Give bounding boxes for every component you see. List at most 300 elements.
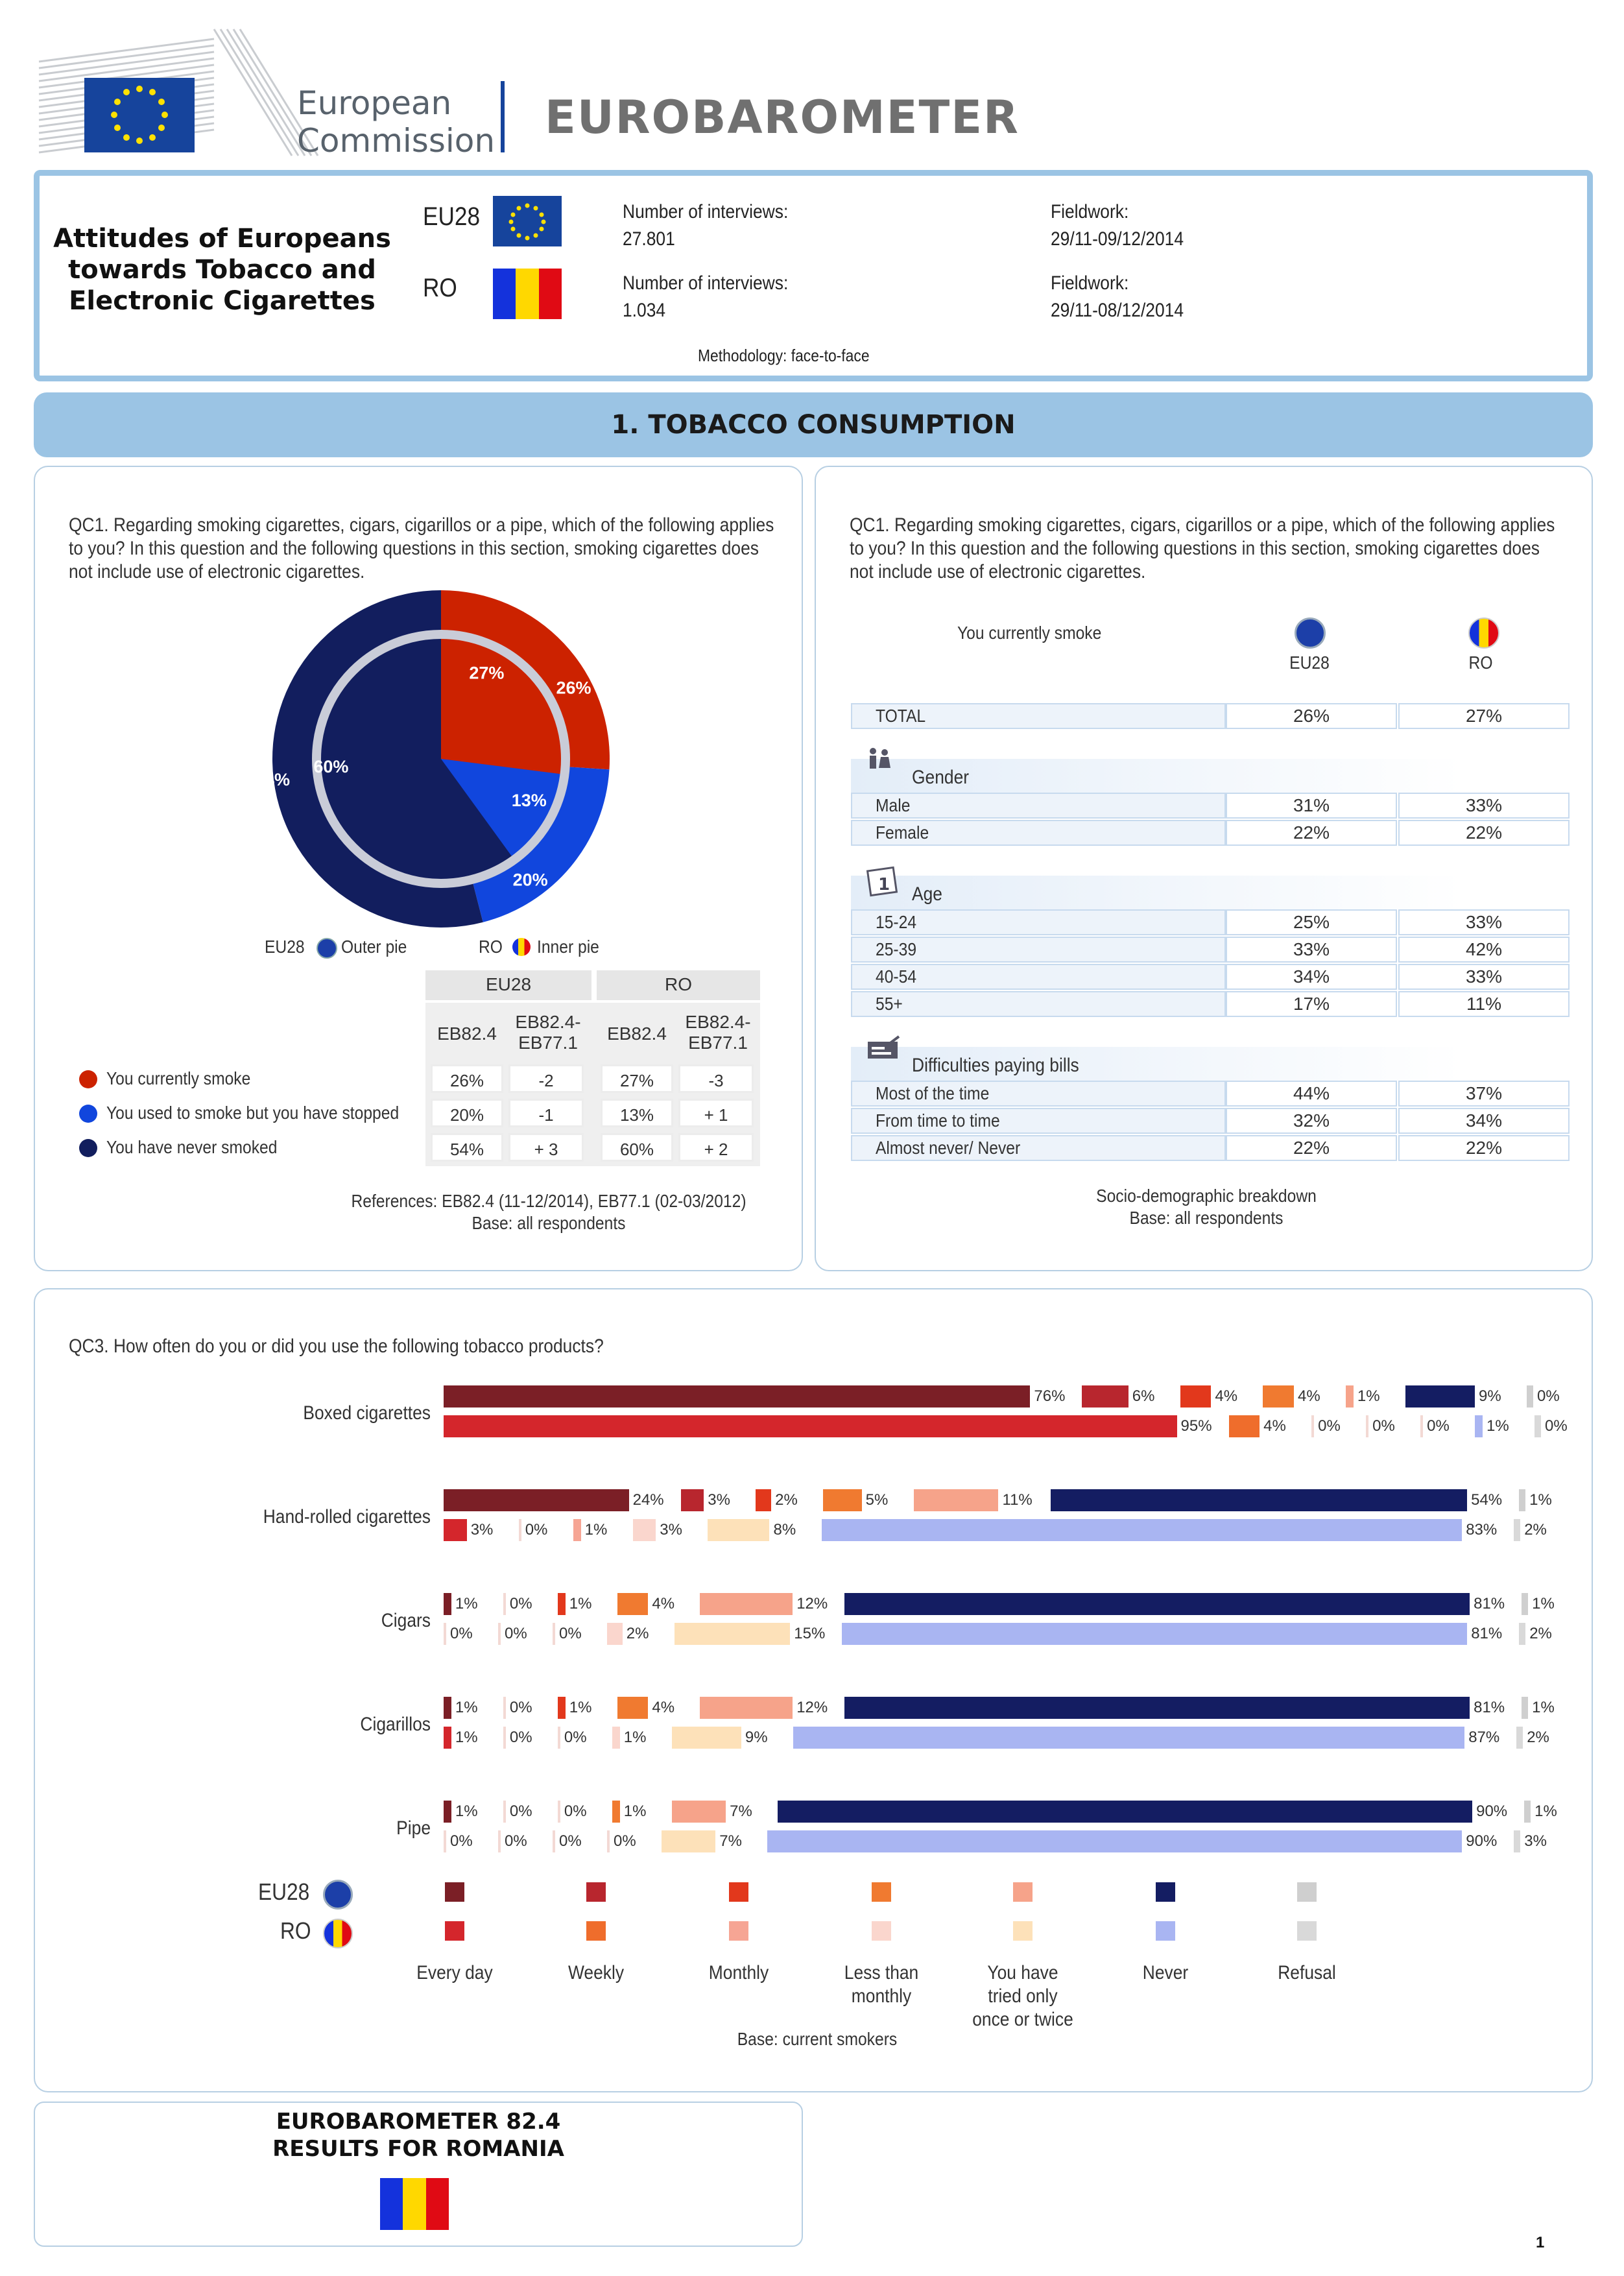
ro-bar-segment — [498, 1623, 501, 1645]
ro-bar-segment — [444, 1519, 467, 1541]
ro-bar-segment — [1514, 1519, 1520, 1541]
inner-pie-label: 13% — [511, 790, 547, 810]
gender-icon — [866, 747, 892, 779]
table-head-eu-label: EU28 — [485, 974, 532, 994]
ro-bar-label: 8% — [773, 1521, 796, 1539]
eu-bar-label: 6% — [1132, 1387, 1155, 1405]
legend-category — [1108, 1961, 1223, 1985]
status-label: You used to smoke but you have stopped — [106, 1103, 400, 1123]
status-label: You currently smoke — [106, 1068, 251, 1088]
bills-icon — [866, 1035, 902, 1064]
breakdown-row-ro: 37% — [1398, 1081, 1570, 1107]
eu-bar-label: 76% — [1034, 1387, 1066, 1405]
eu-bar-segment — [558, 1697, 566, 1719]
eu-bar-label: 3% — [708, 1491, 730, 1509]
eu-bar-segment — [558, 1801, 560, 1823]
breakdown-row-label: 25-39 — [876, 939, 917, 959]
footer-title — [34, 2108, 803, 2162]
ro-bar-label: 0% — [450, 1832, 473, 1850]
eu-bar-label: 1% — [569, 1595, 592, 1612]
col-eb824-eu: EB82.4 — [437, 1024, 497, 1044]
ro-bar-segment — [444, 1415, 1177, 1437]
product-label: Boxed cigarettes — [303, 1402, 431, 1424]
ro-bar-label: 0% — [559, 1832, 582, 1850]
eu-bar-label: 7% — [730, 1803, 752, 1820]
section-title: 1. TOBACCO CONSUMPTION — [611, 410, 1016, 440]
col-diff-eu — [506, 1012, 590, 1053]
survey-title-line: Electronic Cigarettes — [69, 286, 376, 316]
eu-bar-label: 4% — [652, 1595, 675, 1612]
breakdown-row-eu: 17% — [1226, 991, 1397, 1017]
ro-interviews-label: Number of interviews: — [623, 272, 789, 294]
col-eb824-ro: EB82.4 — [607, 1024, 667, 1044]
ro-bar-label: 1% — [455, 1729, 478, 1746]
col-diff-line: EB82.4- — [515, 1012, 581, 1032]
ro-bar-label: 95% — [1180, 1417, 1212, 1435]
legend-series-ro: RO — [280, 1917, 311, 1944]
breakdown-row-ro: 33% — [1398, 964, 1570, 990]
ro-legend-swatch — [1013, 1921, 1033, 1941]
eu-code: EU28 — [423, 202, 481, 231]
eu-bar-label: 24% — [632, 1491, 664, 1509]
ro-bar-label: 0% — [559, 1625, 582, 1642]
eu-bar-label: 0% — [509, 1803, 532, 1820]
eu-value: 20% — [431, 1099, 503, 1127]
section-title: Difficulties paying bills — [912, 1055, 1079, 1076]
footer-line-2: RESULTS FOR ROMANIA — [272, 2136, 564, 2162]
product-label: Hand-rolled cigarettes — [263, 1506, 431, 1527]
eu-legend-swatch — [729, 1882, 748, 1902]
question-line: to you? In this question and the following questions in this section, smoking cigarettes does — [69, 538, 759, 559]
eu-bar-label: 1% — [1529, 1491, 1552, 1509]
eu-bar-segment — [1522, 1697, 1528, 1719]
status-label: You have never smoked — [106, 1137, 278, 1157]
eu-bar-label: 90% — [1476, 1803, 1508, 1820]
ro-interviews-value: 1.034 — [623, 300, 666, 321]
ro-bar-label: 83% — [1466, 1521, 1498, 1539]
eu-bar-label: 54% — [1471, 1491, 1503, 1509]
legend-category-line: monthly — [851, 1985, 912, 2007]
section-title: Gender — [912, 767, 970, 788]
product-label: Cigarillos — [360, 1714, 431, 1735]
ro-bar-label: 1% — [584, 1521, 608, 1539]
ro-legend-swatch — [1156, 1921, 1175, 1941]
status-dot-icon — [79, 1139, 97, 1157]
breakdown-row-ro: 11% — [1398, 991, 1570, 1017]
ro-bar-segment — [519, 1519, 521, 1541]
ro-bar-segment — [1311, 1415, 1314, 1437]
ro-bar-segment — [708, 1519, 769, 1541]
survey-title-line: Attitudes of Europeans — [53, 224, 391, 254]
ro-bar-segment — [612, 1727, 620, 1749]
col-diff-line: EB77.1 — [688, 1033, 748, 1053]
ro-flag-icon — [493, 269, 562, 319]
logo-line-1: European — [297, 84, 452, 122]
eu-bar-segment — [1524, 1801, 1531, 1823]
eu-bar-label: 12% — [796, 1699, 828, 1716]
eu-bar-segment — [700, 1697, 793, 1719]
ro-bar-label: 0% — [1372, 1417, 1395, 1435]
eu-bar-segment — [1527, 1385, 1533, 1408]
outer-pie-label: 20% — [512, 870, 548, 890]
svg-text:1: 1 — [878, 875, 890, 894]
eu-bar-label: 2% — [775, 1491, 798, 1509]
footer-line-1: EUROBAROMETER 82.4 — [276, 2109, 561, 2135]
breakdown-row-eu: 44% — [1226, 1081, 1397, 1107]
eu-bar-label: 0% — [564, 1803, 587, 1820]
eu-bar-segment — [444, 1593, 451, 1615]
ro-bar-label: 0% — [525, 1521, 548, 1539]
eu-bar-label: 0% — [509, 1595, 532, 1612]
ro-flag-round-icon — [1468, 617, 1499, 649]
ro-fieldwork-label: Fieldwork: — [1051, 272, 1129, 294]
eu-bar-segment — [503, 1697, 506, 1719]
status-dot-icon — [79, 1070, 97, 1088]
eu-bar-segment — [503, 1593, 506, 1615]
ro-flag-dot-icon — [512, 938, 531, 956]
eu-bar-label: 1% — [623, 1803, 647, 1820]
ro-bar-segment — [842, 1623, 1467, 1645]
eu-legend-swatch — [872, 1882, 891, 1902]
ro-bar-label: 90% — [1466, 1832, 1498, 1850]
legend-category-line: once or twice — [972, 2009, 1073, 2030]
logo-line-2: Commission — [297, 122, 496, 160]
ro-bar-segment — [607, 1830, 610, 1852]
ro-bar-label: 7% — [719, 1832, 742, 1850]
legend-category-line: Refusal — [1278, 1962, 1336, 1983]
ro-diff: + 2 — [678, 1133, 754, 1162]
breakdown-row-ro: 42% — [1398, 937, 1570, 963]
eu-bar-segment — [700, 1593, 793, 1615]
breakdown-footer-1: Socio-demographic breakdown — [1096, 1186, 1317, 1206]
ro-bar-segment — [822, 1519, 1463, 1541]
legend-category — [824, 1961, 938, 2008]
ro-bar-label: 2% — [1524, 1521, 1547, 1539]
eu-bar-segment — [1051, 1489, 1468, 1511]
ro-bar-label: 0% — [509, 1729, 532, 1746]
eu-diff: -1 — [508, 1099, 584, 1127]
eu-legend-swatch — [1013, 1882, 1033, 1902]
legend-category — [966, 1961, 1080, 2031]
ro-bar-segment — [498, 1830, 501, 1852]
ro-bar-label: 0% — [505, 1832, 527, 1850]
eu-bar-label: 12% — [796, 1595, 828, 1612]
eu-bar-label: 4% — [652, 1699, 675, 1716]
eu-bar-label: 4% — [1298, 1387, 1320, 1405]
eu-bar-segment — [1346, 1385, 1354, 1408]
question-line: QC1. Regarding smoking cigarettes, cigars, cigarillos or a pipe, which of the following applies — [69, 514, 774, 536]
legend-eu-label: EU28 — [265, 937, 305, 957]
breakdown-row-eu: 31% — [1226, 793, 1397, 819]
eu-bar-label: 11% — [1002, 1491, 1033, 1509]
ro-bar-segment — [553, 1623, 555, 1645]
methodology: Methodology: face-to-face — [698, 346, 870, 365]
ro-bar-label: 4% — [1263, 1417, 1286, 1435]
page-number: 1 — [1536, 2234, 1545, 2251]
eu-diff: + 3 — [508, 1133, 584, 1162]
ro-bar-segment — [767, 1830, 1462, 1852]
ro-bar-label: 1% — [1487, 1417, 1509, 1435]
footer-ro-flag-icon — [380, 2178, 449, 2230]
col-diff-line: EB77.1 — [518, 1033, 578, 1053]
page-title: EUROBAROMETER — [545, 91, 1020, 144]
ro-bar-segment — [1516, 1727, 1523, 1749]
eu-legend-swatch — [1156, 1882, 1175, 1902]
eu-flag-dot-icon — [316, 938, 337, 959]
breakdown-row-ro: 33% — [1398, 793, 1570, 819]
outer-pie-label: 26% — [556, 678, 591, 698]
ro-bar-label: 0% — [614, 1832, 636, 1850]
eu-bar-segment — [617, 1593, 649, 1615]
qc1-question — [69, 514, 774, 584]
breakdown-row-ro: 22% — [1398, 820, 1570, 846]
ro-bar-segment — [553, 1830, 555, 1852]
ro-bar-segment — [1514, 1830, 1520, 1852]
ro-bar-segment — [444, 1727, 451, 1749]
eu-bar-segment — [444, 1489, 629, 1511]
ro-bar-label: 0% — [564, 1729, 587, 1746]
ro-bar-label: 1% — [623, 1729, 647, 1746]
ro-diff: -3 — [678, 1064, 754, 1093]
eu-bar-label: 1% — [1532, 1595, 1555, 1612]
qc1-breakdown-question — [850, 514, 1555, 584]
section-header-bg — [851, 876, 1571, 909]
ro-legend-swatch — [729, 1921, 748, 1941]
eu-fieldwork-label: Fieldwork: — [1051, 201, 1129, 222]
eu-bar-segment — [1263, 1385, 1294, 1408]
ro-bar-segment — [444, 1623, 446, 1645]
status-dot-icon — [79, 1105, 97, 1123]
eu-value: 54% — [431, 1133, 503, 1162]
ro-bar-segment — [793, 1727, 1464, 1749]
product-label: Cigars — [381, 1610, 431, 1631]
ro-bar-segment — [1229, 1415, 1260, 1437]
qc3-question: QC3. How often do you or did you use the following tobacco products? — [69, 1336, 604, 1357]
eu-bar-label: 81% — [1474, 1699, 1505, 1716]
ro-legend-swatch — [586, 1921, 606, 1941]
ro-legend-swatch — [445, 1921, 464, 1941]
eu-bar-segment — [444, 1385, 1030, 1408]
breakdown-col-ro: RO — [1468, 653, 1493, 673]
survey-title — [45, 223, 399, 317]
breakdown-row-eu: 32% — [1226, 1108, 1397, 1134]
ro-bar-label: 0% — [1427, 1417, 1450, 1435]
outer-pie-label: 54% — [254, 769, 290, 789]
eu-bar-segment — [844, 1593, 1470, 1615]
eu-fieldwork-value: 29/11-09/12/2014 — [1051, 228, 1184, 250]
inner-pie-label: 60% — [313, 756, 349, 776]
breakdown-row-eu: 22% — [1226, 820, 1397, 846]
eu-bar-label: 9% — [1479, 1387, 1501, 1405]
eu-bar-segment — [672, 1801, 726, 1823]
breakdown-row-label: Male — [876, 795, 911, 815]
calendar-icon — [866, 864, 900, 901]
breakdown-row-eu: 33% — [1226, 937, 1397, 963]
ro-bar-segment — [672, 1727, 741, 1749]
legend-category — [682, 1961, 796, 1985]
survey-title-line: towards Tobacco and — [68, 255, 376, 285]
ro-bar-segment — [662, 1830, 715, 1852]
qc1-base: Base: all respondents — [472, 1213, 626, 1233]
breakdown-row-eu: 34% — [1226, 964, 1397, 990]
legend-category — [539, 1961, 653, 1985]
logo-text — [297, 84, 495, 160]
eu-bar-label: 1% — [1532, 1699, 1555, 1716]
ro-bar-segment — [607, 1623, 623, 1645]
eu-diff: -2 — [508, 1064, 584, 1093]
eu-bar-segment — [1082, 1385, 1128, 1408]
ro-bar-label: 2% — [1529, 1625, 1552, 1642]
table-head-ro-label: RO — [665, 974, 692, 994]
eu-bar-segment — [1522, 1593, 1528, 1615]
smoking-status-pie-chart — [254, 590, 623, 928]
ro-bar-label: 0% — [1545, 1417, 1568, 1435]
ro-bar-label: 0% — [1318, 1417, 1341, 1435]
legend-category — [398, 1961, 512, 1985]
question-line: to you? In this question and the following questions in this section, smoking cigarettes does — [850, 538, 1540, 559]
breakdown-row-ro: 22% — [1398, 1135, 1570, 1161]
question-line: not include use of electronic cigarettes. — [69, 561, 365, 582]
eu-bar-segment — [756, 1489, 771, 1511]
eu-bar-segment — [778, 1801, 1472, 1823]
eu-flag-round-icon — [1295, 617, 1326, 649]
eu-bar-segment — [612, 1801, 620, 1823]
ro-legend-flag-icon — [323, 1919, 353, 1948]
eu-bar-segment — [617, 1697, 649, 1719]
legend-category — [1250, 1961, 1364, 1985]
ro-legend-swatch — [872, 1921, 891, 1941]
eu-bar-segment — [681, 1489, 704, 1511]
breakdown-row-label: Female — [876, 822, 929, 843]
eu-legend-swatch — [1297, 1882, 1317, 1902]
ro-bar-segment — [558, 1727, 560, 1749]
legend-category-line: Monthly — [708, 1962, 769, 1983]
ro-value: 27% — [601, 1064, 673, 1093]
eu-flag-icon — [493, 196, 562, 246]
ro-bar-segment — [503, 1727, 506, 1749]
total-row-eu: 26% — [1226, 703, 1397, 729]
ro-bar-segment — [573, 1519, 581, 1541]
breakdown-row-label: From time to time — [876, 1110, 1000, 1131]
legend-category-line: Every day — [416, 1962, 493, 1983]
legend-inner-label: Inner pie — [537, 937, 599, 957]
ro-bar-segment — [1420, 1415, 1423, 1437]
breakdown-footer-2: Base: all respondents — [1129, 1208, 1284, 1228]
eu-bar-label: 1% — [1534, 1803, 1557, 1820]
ro-bar-label: 9% — [745, 1729, 768, 1746]
eu-bar-segment — [444, 1801, 451, 1823]
breakdown-row-label: Almost never/ Never — [876, 1138, 1021, 1158]
inner-pie-label: 27% — [469, 663, 505, 683]
ro-bar-segment — [633, 1519, 656, 1541]
breakdown-row-label: Most of the time — [876, 1083, 990, 1103]
eu-bar-label: 1% — [455, 1595, 478, 1612]
ro-bar-label: 2% — [626, 1625, 649, 1642]
eu-legend-flag-icon — [323, 1880, 353, 1910]
legend-outer-label: Outer pie — [341, 937, 407, 957]
eu-bar-label: 1% — [455, 1803, 478, 1820]
breakdown-header-label: You currently smoke — [957, 623, 1102, 643]
ro-bar-segment — [444, 1830, 446, 1852]
eu-bar-segment — [1405, 1385, 1475, 1408]
eu-bar-segment — [823, 1489, 862, 1511]
qc3-base: Base: current smokers — [737, 2029, 898, 2049]
eu-bar-segment — [1180, 1385, 1212, 1408]
ro-fieldwork-value: 29/11-08/12/2014 — [1051, 300, 1184, 321]
ro-bar-segment — [1475, 1415, 1483, 1437]
legend-category-line: tried only — [988, 1985, 1058, 2007]
ro-bar-label: 3% — [660, 1521, 682, 1539]
legend-category-line: Weekly — [567, 1962, 625, 1983]
ro-bar-label: 15% — [794, 1625, 826, 1642]
eu-bar-label: 4% — [1215, 1387, 1238, 1405]
breakdown-col-eu: EU28 — [1289, 653, 1330, 673]
eu-value: 26% — [431, 1064, 503, 1093]
eu-bar-segment — [503, 1801, 506, 1823]
breakdown-row-label: 55+ — [876, 994, 903, 1014]
breakdown-row-label: 40-54 — [876, 966, 917, 987]
breakdown-row-bg — [851, 991, 1226, 1017]
eu-legend-swatch — [586, 1882, 606, 1902]
ro-code: RO — [423, 274, 457, 302]
ro-bar-segment — [1366, 1415, 1368, 1437]
ro-bar-label: 87% — [1468, 1729, 1500, 1746]
legend-series-eu: EU28 — [258, 1878, 310, 1905]
breakdown-row-label: 15-24 — [876, 912, 917, 932]
breakdown-row-ro: 34% — [1398, 1108, 1570, 1134]
qc1-references: References: EB82.4 (11-12/2014), EB77.1 (02-03/2012) — [351, 1191, 746, 1211]
ro-bar-segment — [1519, 1623, 1525, 1645]
eu-bar-label: 0% — [509, 1699, 532, 1716]
ro-legend-swatch — [1297, 1921, 1317, 1941]
ro-bar-segment — [675, 1623, 791, 1645]
ro-value: 13% — [601, 1099, 673, 1127]
eu-bar-label: 1% — [455, 1699, 478, 1716]
eu-legend-swatch — [445, 1882, 464, 1902]
ro-bar-segment — [1534, 1415, 1541, 1437]
col-diff-ro — [676, 1012, 760, 1053]
eu-interviews-label: Number of interviews: — [623, 201, 789, 222]
ro-value: 60% — [601, 1133, 673, 1162]
legend-category-line: You have — [987, 1962, 1058, 1983]
breakdown-row-eu: 22% — [1226, 1135, 1397, 1161]
eu-bar-label: 1% — [569, 1699, 592, 1716]
ro-bar-label: 3% — [470, 1521, 494, 1539]
eu-bar-segment — [914, 1489, 999, 1511]
eu-bar-segment — [1519, 1489, 1525, 1511]
legend-category-line: Less than — [844, 1962, 919, 1983]
eu-interviews-value: 27.801 — [623, 228, 675, 250]
eu-bar-segment — [844, 1697, 1470, 1719]
eu-bar-segment — [444, 1697, 451, 1719]
product-label: Pipe — [396, 1817, 431, 1839]
ro-bar-label: 3% — [1524, 1832, 1547, 1850]
ro-bar-label: 0% — [505, 1625, 527, 1642]
ro-diff: + 1 — [678, 1099, 754, 1127]
ro-bar-label: 0% — [450, 1625, 473, 1642]
eu-bar-label: 0% — [1537, 1387, 1560, 1405]
ro-bar-label: 81% — [1471, 1625, 1503, 1642]
col-diff-line: EB82.4- — [685, 1012, 751, 1032]
question-line: not include use of electronic cigarettes. — [850, 561, 1146, 582]
total-row-ro: 27% — [1398, 703, 1570, 729]
section-title: Age — [912, 883, 942, 905]
question-line: QC1. Regarding smoking cigarettes, cigars, cigarillos or a pipe, which of the following applies — [850, 514, 1555, 536]
eu-bar-segment — [558, 1593, 566, 1615]
breakdown-row-eu: 25% — [1226, 909, 1397, 935]
eu-bar-label: 5% — [865, 1491, 889, 1509]
legend-ro-label: RO — [479, 937, 503, 957]
